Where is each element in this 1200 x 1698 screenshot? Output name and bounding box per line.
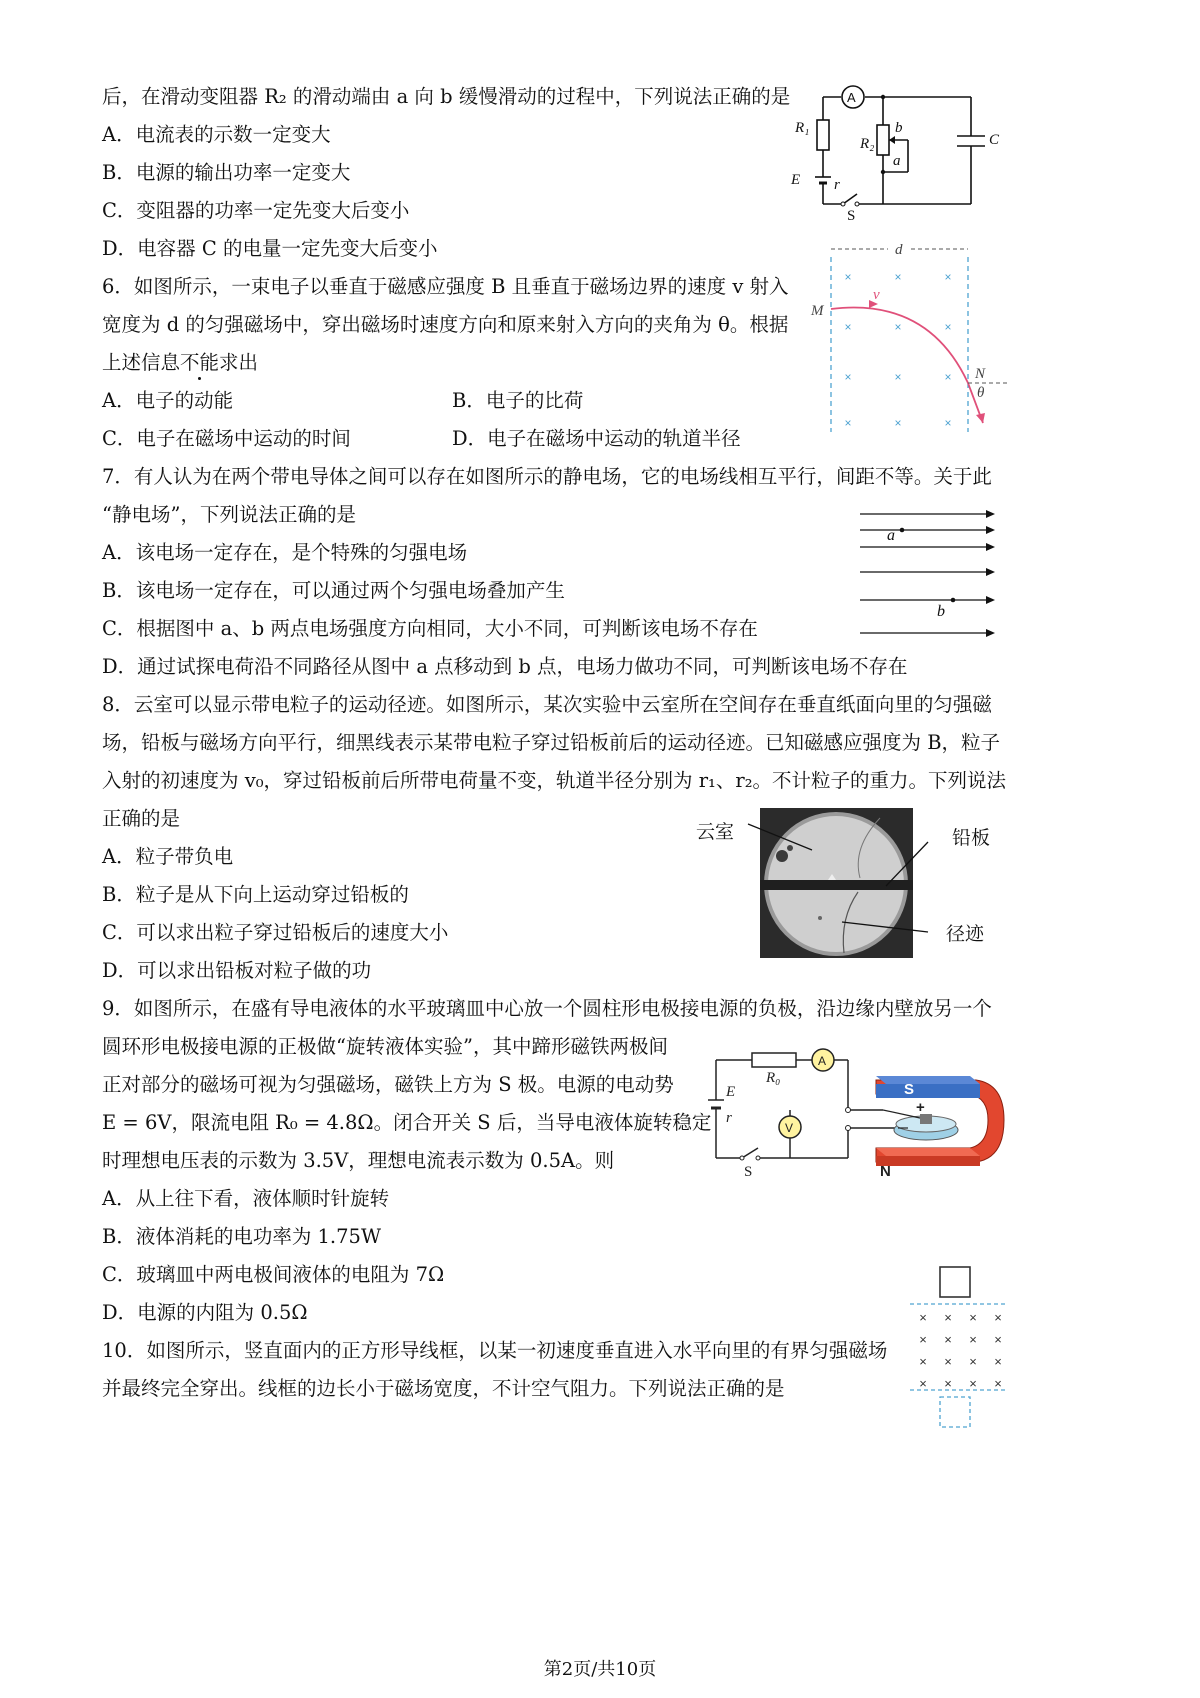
option-d: D．电容器 C 的电量一定先变大后变小	[102, 237, 438, 260]
voltmeter-label: V	[785, 1121, 794, 1135]
option-b: B．电源的输出功率一定变大	[102, 161, 351, 184]
svg-text:×: ×	[844, 270, 852, 284]
option-c: C．变阻器的功率一定先变大后变小	[102, 199, 410, 222]
option-c: C．可以求出粒子穿过铅板后的速度大小	[102, 921, 449, 944]
svg-text:×: ×	[994, 1310, 1002, 1325]
loop-field-diagram	[905, 1262, 1010, 1437]
svg-text:×: ×	[994, 1332, 1002, 1347]
svg-text:×: ×	[994, 1354, 1002, 1369]
svg-text:×: ×	[944, 1376, 952, 1391]
svg-text:×: ×	[894, 370, 902, 384]
text-line: 正确的是	[102, 807, 181, 830]
label-b: b	[937, 603, 945, 620]
question-7: 7．有人认为在两个带电导体之间可以存在如图所示的静电场，它的电场线相互平行，间距不等。关于此	[102, 465, 992, 488]
label-a: a	[893, 153, 901, 169]
option-d: D．电源的内阻为 0.5Ω	[102, 1301, 308, 1324]
text-line: 圆环形电极接电源的正极做“旋转液体实验”，其中蹄形磁铁两极间	[102, 1035, 668, 1058]
svg-text:×: ×	[919, 1354, 927, 1369]
label-s-pole: S	[904, 1081, 915, 1098]
text-line: “静电场”，下列说法正确的是	[102, 503, 356, 526]
svg-text:×: ×	[944, 370, 952, 384]
text-line: 后，在滑动变阻器 R₂ 的滑动端由 a 向 b 缓慢滑动的过程中，下列说法正确的是	[102, 85, 791, 108]
emphasis-text: 不能	[180, 351, 220, 374]
text-span: 求出	[219, 351, 259, 374]
option-a: A．该电场一定存在，是个特殊的匀强电场	[102, 541, 468, 564]
svg-text:×: ×	[844, 370, 852, 384]
label-a: a	[887, 527, 895, 544]
text-span: 上述信息	[102, 351, 181, 374]
svg-text:×: ×	[894, 416, 902, 430]
svg-text:×: ×	[944, 1354, 952, 1369]
svg-text:×: ×	[894, 320, 902, 334]
question-9: 9．如图所示，在盛有导电液体的水平玻璃皿中心放一个圆柱形电极接电源的负极，沿边缘内壁放另一个	[102, 997, 992, 1020]
svg-text:×: ×	[944, 1332, 952, 1347]
option-b: B．电子的比荷	[452, 389, 584, 412]
label-b: b	[895, 120, 903, 136]
label-cloud-chamber: 云室	[696, 821, 735, 843]
option-d: D．可以求出铅板对粒子做的功	[102, 959, 372, 982]
text-line: 正对部分的磁场可视为匀强磁场，磁铁上方为 S 极。电源的电动势	[102, 1073, 674, 1096]
svg-text:×: ×	[944, 1310, 952, 1325]
svg-text:×: ×	[919, 1376, 927, 1391]
rotating-liquid-diagram	[708, 1040, 1008, 1180]
cloud-chamber-figure	[690, 808, 1010, 963]
question-6: 6．如图所示，一束电子以垂直于磁感应强度 B 且垂直于磁场边界的速度 v 射入	[102, 275, 789, 298]
svg-text:×: ×	[944, 416, 952, 430]
svg-text:×: ×	[969, 1354, 977, 1369]
svg-text:×: ×	[919, 1332, 927, 1347]
label-e: E	[726, 1084, 736, 1100]
option-a: A．电流表的示数一定变大	[102, 123, 331, 146]
svg-text:×: ×	[944, 270, 952, 284]
page-footer: 第2页/共10页	[543, 1659, 657, 1680]
ammeter-label: A	[847, 90, 856, 105]
label-v: v	[873, 287, 880, 303]
option-d: D．通过试探电荷沿不同路径从图中 a 点移动到 b 点，电场力做功不同，可判断该电场不存在	[102, 655, 908, 678]
text-line: 入射的初速度为 v₀，穿过铅板前后所带电荷量不变，轨道半径分别为 r₁、r₂。不计粒子的重力。下列说法	[102, 769, 1007, 792]
label-m: M	[811, 303, 824, 319]
label-r2: R₂	[860, 136, 875, 152]
label-trajectory: 径迹	[946, 923, 985, 945]
label-r1: R₁	[795, 120, 810, 136]
text-line: 并最终完全穿出。线框的边长小于磁场宽度，不计空气阻力。下列说法正确的是	[102, 1377, 785, 1400]
label-lead-plate: 铅板	[952, 827, 991, 849]
option-c: C．电子在磁场中运动的时间	[102, 427, 351, 450]
label-switch-s: S	[847, 208, 856, 224]
ammeter-label: A	[818, 1054, 827, 1068]
option-a: A．粒子带负电	[102, 845, 234, 868]
svg-text:×: ×	[894, 270, 902, 284]
circuit-diagram	[785, 80, 1010, 225]
label-r: r	[726, 1110, 732, 1126]
text-line: 宽度为 d 的匀强磁场中，穿出磁场时速度方向和原来射入方向的夹角为 θ。根据	[102, 313, 789, 336]
label-n-pole: N	[880, 1163, 891, 1180]
option-a: A．电子的动能	[102, 389, 234, 412]
svg-text:×: ×	[844, 320, 852, 334]
electric-field-diagram	[855, 500, 1005, 640]
svg-text:×: ×	[944, 320, 952, 334]
label-r: r	[834, 177, 840, 193]
label-r0: R₀	[766, 1070, 781, 1086]
label-e: E	[791, 172, 801, 188]
option-b: B．该电场一定存在，可以通过两个匀强电场叠加产生	[102, 579, 565, 602]
label-d: d	[895, 242, 903, 258]
label-n: N	[975, 366, 986, 382]
label-switch-s: S	[744, 1164, 753, 1180]
svg-text:×: ×	[844, 416, 852, 430]
text-line	[102, 349, 258, 377]
text-line: 场，铅板与磁场方向平行，细黑线表示某带电粒子穿过铅板前后的运动径迹。已知磁感应强度为 B，粒子	[102, 731, 1001, 754]
label-c: C	[989, 132, 1000, 148]
text-line: E = 6V，限流电阻 R₀ = 4.8Ω。闭合开关 S 后，当导电液体旋转稳定	[102, 1111, 712, 1134]
question-10: 10．如图所示，竖直面内的正方形导线框，以某一初速度垂直进入水平向里的有界匀强磁场	[102, 1339, 888, 1362]
option-b: B．液体消耗的电功率为 1.75W	[102, 1225, 381, 1248]
text-line: 时理想电压表的示数为 3.5V，理想电流表示数为 0.5A。则	[102, 1149, 615, 1172]
option-a: A．从上往下看，液体顺时针旋转	[102, 1187, 390, 1210]
option-b: B．粒子是从下向上运动穿过铅板的	[102, 883, 409, 906]
question-8: 8．云室可以显示带电粒子的运动径迹。如图所示，某次实验中云室所在空间存在垂直纸面向里的匀强磁	[102, 693, 992, 716]
magnetic-field-diagram	[803, 237, 1013, 437]
svg-text:×: ×	[969, 1332, 977, 1347]
option-c: C．玻璃皿中两电极间液体的电阻为 7Ω	[102, 1263, 445, 1286]
label-theta: θ	[977, 385, 985, 401]
label-plus: +	[916, 1099, 925, 1116]
svg-text:×: ×	[969, 1310, 977, 1325]
option-c: C．根据图中 a、b 两点电场强度方向相同，大小不同，可判断该电场不存在	[102, 617, 758, 640]
svg-text:×: ×	[994, 1376, 1002, 1391]
svg-text:×: ×	[969, 1376, 977, 1391]
option-d: D．电子在磁场中运动的轨道半径	[452, 427, 741, 450]
svg-text:×: ×	[919, 1310, 927, 1325]
